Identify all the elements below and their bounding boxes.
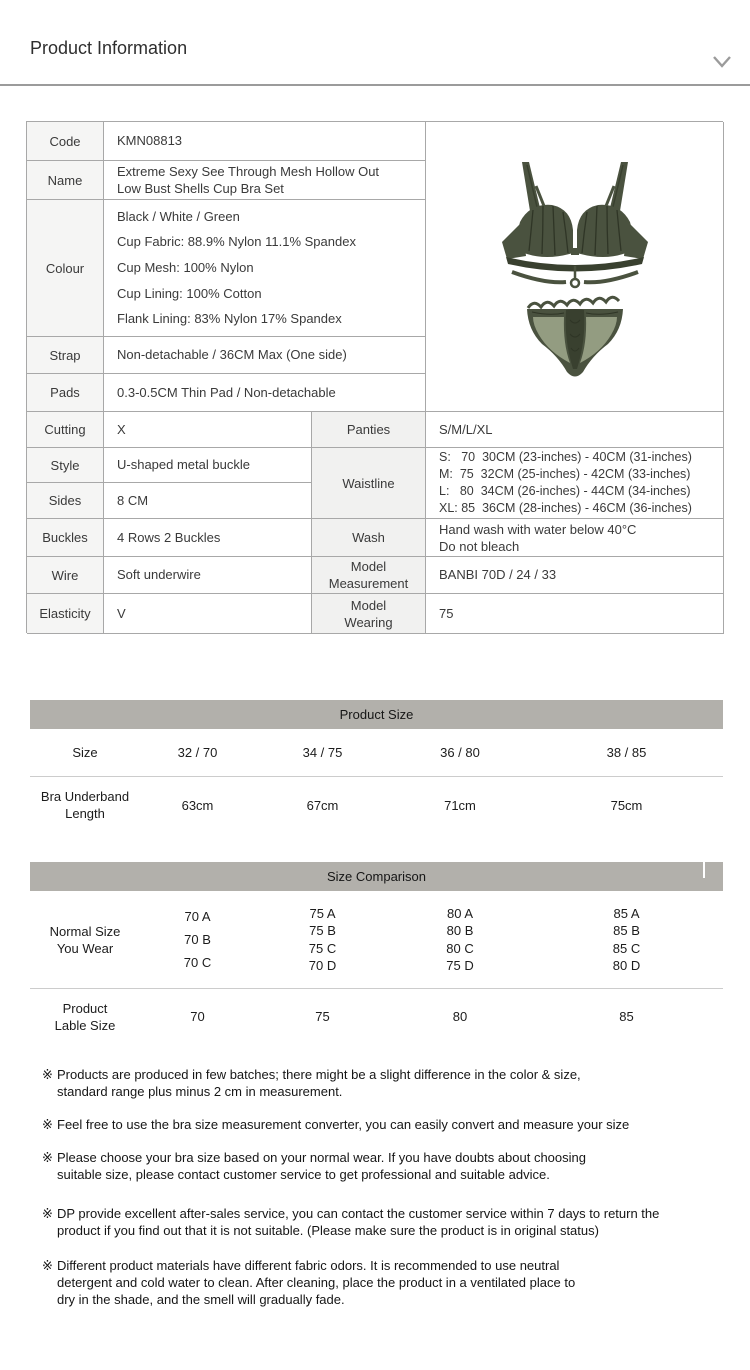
size-value: 32 / 70 [177, 745, 218, 760]
size-value: 34 / 75 [302, 745, 343, 760]
comparison-column: 85 A 85 B 85 C 80 D [612, 905, 641, 973]
comparison-column: 80 A 80 B 80 C 75 D [446, 905, 474, 973]
spec-label-code: Code [27, 122, 104, 161]
spec-label-wash: Wash [312, 519, 426, 557]
spec-value-sides: 8 CM [104, 483, 312, 519]
spec-value-wire: Soft underwire [104, 557, 312, 594]
size-comparison-normal-row [30, 891, 723, 988]
lable-size-value: 75 [315, 1009, 330, 1024]
note-batches: ※ Products are produced in few batches; there might be a slight difference in the color & size, standard range plus minus 2 cm in measurement. [42, 1067, 581, 1099]
notes-section [42, 1066, 712, 1308]
underband-value: 67cm [306, 797, 339, 813]
product-lable-size-label: Product Lable Size [54, 1000, 116, 1033]
spec-label-buckles: Buckles [27, 519, 104, 557]
underband-value: 63cm [181, 797, 214, 813]
lable-size-value: 85 [619, 1009, 634, 1024]
artifact-notch [703, 862, 705, 878]
reference-mark-icon: ※ [42, 1150, 53, 1165]
spec-label-strap: Strap [27, 337, 104, 374]
size-value: 38 / 85 [606, 745, 647, 760]
spec-label-colour: Colour [27, 200, 104, 337]
note-after-sales: ※ DP provide excellent after-sales service, you can contact the customer service within 7 days to return the product if you find out that it is not suitable. (Please make sure the product is in original status) [42, 1206, 660, 1238]
spec-label-model-wearing: Model Wearing [312, 594, 426, 634]
underband-value: 75cm [610, 797, 643, 813]
spec-value-name: Extreme Sexy See Through Mesh Hollow Out Low Bust Shells Cup Bra Set [104, 161, 426, 200]
spec-label-panties: Panties [312, 412, 426, 448]
spec-value-colour: Black / White / Green Cup Fabric: 88.9% Nylon 11.1% Spandex Cup Mesh: 100% Nylon Cup Lining: 100% Cotton Flank Lining: 83% Nylon 17% Spandex [104, 200, 426, 337]
product-size-underband-row [30, 777, 723, 833]
spec-value-panties: S/M/L/XL [426, 412, 724, 448]
spec-label-pads: Pads [27, 374, 104, 412]
product-photo-cell [426, 122, 724, 412]
spec-label-waistline: Waistline [312, 448, 426, 519]
note-converter: ※ Feel free to use the bra size measurement converter, you can easily convert and measure your size [42, 1117, 630, 1132]
header-divider [0, 84, 750, 86]
spec-value-style: U-shaped metal buckle [104, 448, 312, 483]
product-size-header [30, 700, 723, 729]
comparison-column: 75 A 75 B 75 C 70 D [308, 905, 337, 973]
spec-value-strap: Non-detachable / 36CM Max (One side) [104, 337, 426, 374]
spec-value-wash: Hand wash with water below 40°C Do not bleach [426, 519, 724, 557]
spec-label-elasticity: Elasticity [27, 594, 104, 634]
lable-size-value: 70 [190, 1009, 205, 1024]
underband-value: 71cm [444, 797, 476, 813]
note-choose-size: ※ Please choose your bra size based on your normal wear. If you have doubts about choosing suitable size, please contact customer service to get professional and suitable advice. [42, 1150, 586, 1182]
size-value: 36 / 80 [440, 745, 480, 760]
reference-mark-icon: ※ [42, 1206, 53, 1221]
normal-size-label: Normal Size You Wear [49, 923, 121, 956]
product-lable-size-row [30, 989, 723, 1044]
spec-value-cutting: X [104, 412, 312, 448]
chevron-down-icon[interactable] [712, 55, 732, 69]
comparison-column: 70 A 70 B 70 C [183, 909, 212, 970]
spec-value-code: KMN08813 [104, 122, 426, 161]
reference-mark-icon: ※ [42, 1258, 53, 1273]
note-fabric-odor: ※ Different product materials have different fabric odors. It is recommended to use neutral detergent and cold water to clean. After cleaning, place the product in a ventilated place to dry in the shade, and the smell will gradually fade. [42, 1258, 576, 1307]
reference-mark-icon: ※ [42, 1117, 53, 1132]
page-title: Product Information [30, 38, 188, 58]
spec-label-wire: Wire [27, 557, 104, 594]
spec-value-buckles: 4 Rows 2 Buckles [104, 519, 312, 557]
product-size-title: Product Size [339, 707, 414, 722]
spec-value-pads: 0.3-0.5CM Thin Pad / Non-detachable [104, 374, 426, 412]
spec-label-name: Name [27, 161, 104, 200]
spec-value-model-wearing: 75 [426, 594, 724, 634]
product-photo [500, 160, 650, 385]
size-comparison-title: Size Comparison [327, 869, 426, 884]
product-size-size-row [30, 729, 723, 776]
spec-value-waistline: S: 70 30CM (23-inches) - 40CM (31-inches) M: 75 32CM (25-inches) - 42CM (33-inches) L: 80 34CM (26-inches) - 44CM (34-inches) XL: 85 36CM (28-inches) - 46CM (36-inches) [426, 448, 724, 519]
spec-table [26, 121, 723, 633]
spec-label-style: Style [27, 448, 104, 483]
size-row-label: Size [72, 745, 98, 760]
lable-size-value: 80 [452, 1009, 468, 1024]
spec-label-sides: Sides [27, 483, 104, 519]
spec-label-cutting: Cutting [27, 412, 104, 448]
spec-label-model-measurement: Model Measurement [312, 557, 426, 594]
spec-value-model-measurement: BANBI 70D / 24 / 33 [426, 557, 724, 594]
underband-row-label: Bra Underband Length [40, 789, 130, 821]
spec-value-elasticity: V [104, 594, 312, 634]
reference-mark-icon: ※ [42, 1067, 53, 1082]
size-comparison-header [30, 862, 723, 891]
